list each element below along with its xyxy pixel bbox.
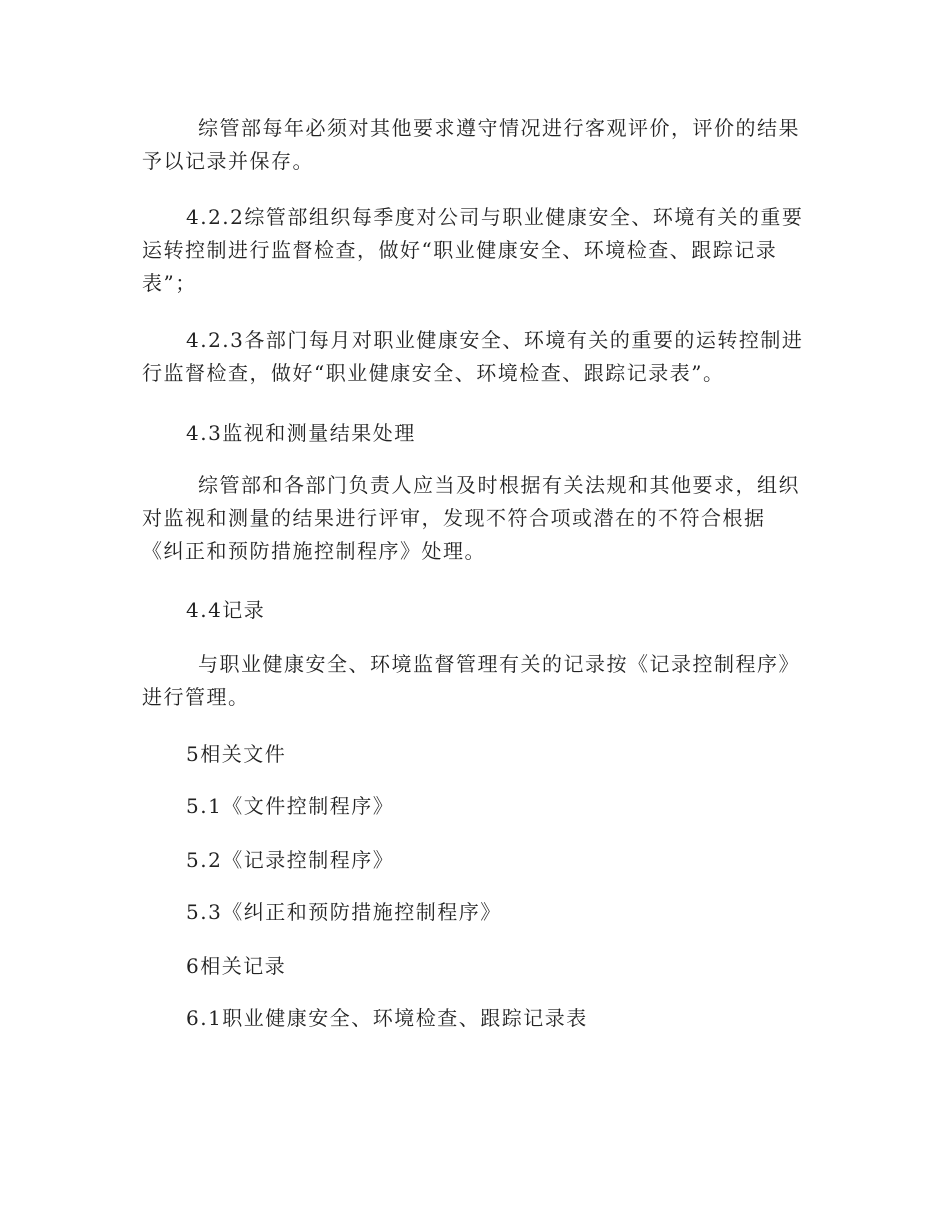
list-item-5-2: 5.2《记录控制程序》 [186, 848, 395, 872]
paragraph-4-2-2: 4.2.2综管部组织每季度对公司与职业健康安全、环境有关的重要运转控制进行监督检查，做好“职业健康安全、环境检查、跟踪记录表”； [142, 205, 804, 295]
paragraph-review: 综管部和各部门负责人应当及时根据有关法规和其他要求，组织对监视和测量的结果进行评审，发现不符合项或潜在的不符合根据《纠正和预防措施控制程序》处理。 [142, 473, 800, 563]
paragraph-records: 与职业健康安全、环境监督管理有关的记录按《记录控制程序》进行管理。 [142, 652, 800, 709]
heading-5: 5相关文件 [186, 742, 287, 766]
heading-4-4: 4.4记录 [186, 598, 266, 622]
list-item-5-1: 5.1《文件控制程序》 [186, 794, 395, 818]
paragraph-evaluation: 综管部每年必须对其他要求遵守情况进行客观评价，评价的结果予以记录并保存。 [142, 116, 800, 173]
paragraph-4-2-3: 4.2.3各部门每月对职业健康安全、环境有关的重要的运转控制进行监督检查，做好“职业健康安全、环境检查、跟踪记录表”。 [142, 328, 804, 385]
heading-6: 6相关记录 [186, 954, 287, 978]
list-item-5-3: 5.3《纠正和预防措施控制程序》 [186, 900, 502, 924]
list-item-6-1: 6.1职业健康安全、环境检查、跟踪记录表 [186, 1006, 588, 1030]
heading-4-3: 4.3监视和测量结果处理 [186, 421, 416, 445]
